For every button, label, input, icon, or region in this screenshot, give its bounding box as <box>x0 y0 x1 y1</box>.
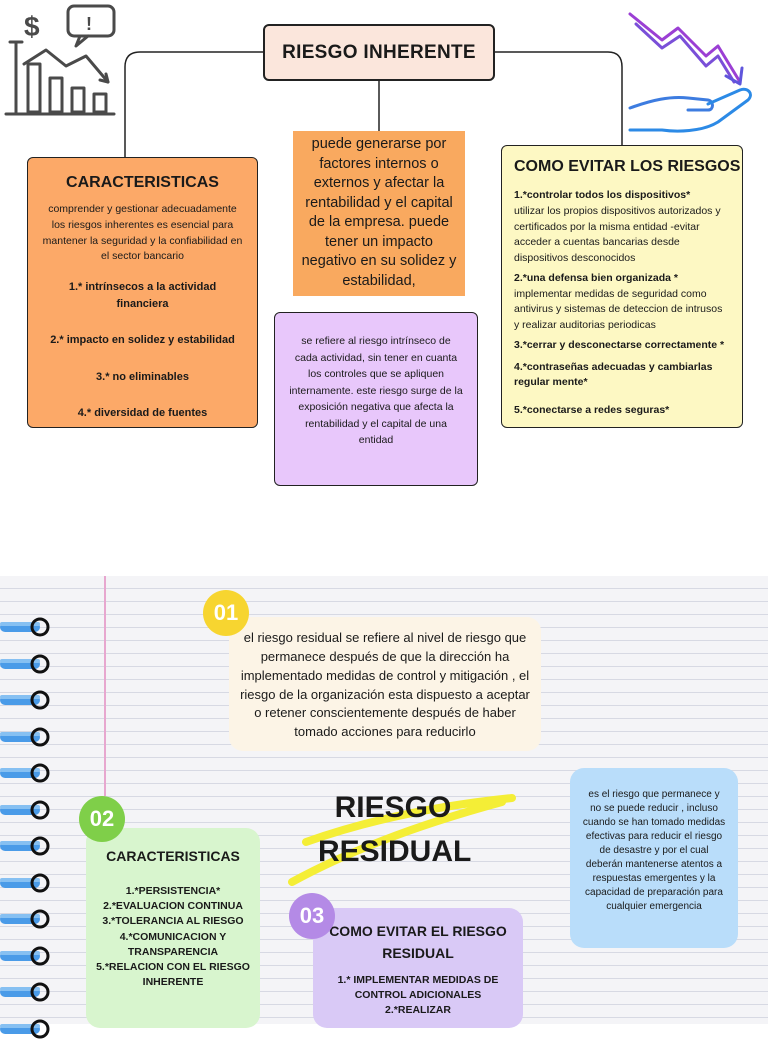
spiral-ring-icon <box>0 945 52 967</box>
step-item <box>514 338 730 354</box>
spiral-ring-icon <box>0 726 52 748</box>
step-body: utilizar los propios dispositivos autorizados y certificados por la misma entidad -evitar acceder a cuentas bancarias desde dispositivos desconocidos <box>514 204 721 264</box>
caracteristica-item: 4.* diversidad de fuentes <box>77 407 208 419</box>
residual-caracteristica-item: 1.*PERSISTENCIA* <box>125 885 221 897</box>
spiral-ring-icon <box>0 616 52 638</box>
spiral-ring-icon <box>0 653 52 675</box>
svg-text:!: ! <box>86 14 92 34</box>
step-item <box>514 271 730 334</box>
factores-card: puede generarse por factores internos o externos y afectar la rentabilidad y el capital de la empresa. puede tener un impacto negativo en su solidez y estabilidad, <box>293 131 465 296</box>
badge-03: 03 <box>289 893 335 939</box>
badge-01: 01 <box>203 590 249 636</box>
residual-como-evitar-card <box>313 908 523 1028</box>
title-line-1: RIESGO <box>334 791 452 824</box>
residual-caracteristica-item: 3.*TOLERANCIA AL RIESGO <box>102 915 244 928</box>
step-body: implementar medidas de seguridad como antivirus y sistemas de deteccion de intrusos y realizar auditorias periodicas <box>514 287 723 331</box>
spiral-ring-icon <box>0 908 52 930</box>
finance-chart-icon <box>2 2 120 118</box>
residual-caracteristica-item: 2.*EVALUACION CONTINUA <box>103 900 243 913</box>
notebook-margin-line <box>104 576 106 796</box>
step-item <box>514 188 730 267</box>
residual-caracteristicas-card <box>86 828 260 1028</box>
badge-02: 02 <box>79 796 125 842</box>
spiral-ring-icon <box>0 689 52 711</box>
residual-definition: el riesgo residual se refiere al nivel de riesgo que permanece después de que la dirección ha implementado medidas de control y mitigación , el riesgo de la organización esta dispuesto a aceptar o retener conscientemente después de haber tomado acciones para reducirlo <box>229 617 541 751</box>
como-evitar-card <box>501 145 743 428</box>
spiral-ring-icon <box>0 872 52 894</box>
residual-como-evitar-item: 1.* IMPLEMENTAR MEDIDAS DE CONTROL ADICIONALES <box>337 973 499 1001</box>
title-riesgo-inherente: RIESGO INHERENTE <box>263 24 495 81</box>
caracteristicas-card <box>27 157 258 428</box>
caracteristicas-intro: comprender y gestionar adecuadamente los riesgos inherentes es esencial para mantener la seguridad y la confiabilidad en el sector bancario <box>42 203 243 263</box>
spiral-ring-icon <box>0 799 52 821</box>
step-item <box>514 360 730 392</box>
step-title: 2.*una defensa bien organizada * <box>514 271 678 284</box>
caracteristica-item: 1.* intrínsecos a la actividad financiera <box>68 281 217 310</box>
spiral-ring-icon <box>0 835 52 857</box>
step-title: 3.*cerrar y desconectarse correctamente * <box>514 338 725 351</box>
caracteristica-item: 3.* no eliminables <box>96 370 189 383</box>
svg-text:$: $ <box>24 11 40 42</box>
caracteristicas-heading: CARACTERISTICAS <box>66 174 219 191</box>
residual-como-evitar-heading: COMO EVITAR EL RIESGO RESIDUAL <box>329 923 507 962</box>
step-title: 4.*contraseñas adecuadas y cambiarlas regular mente* <box>514 360 713 389</box>
residual-caracteristica-item: 4.*COMUNICACION Y TRANSPARENCIA <box>119 930 227 958</box>
residual-caracteristica-item: 5.*RELACION CON EL RIESGO INHERENTE <box>96 961 250 989</box>
riesgo-residual-title <box>318 786 472 873</box>
residual-como-evitar-item: 2.*REALIZAR <box>385 1004 451 1017</box>
spiral-ring-icon <box>0 1018 52 1040</box>
step-title: 5.*conectarse a redes seguras* <box>514 404 670 416</box>
caracteristica-item: 2.* impacto en solidez y estabilidad <box>50 334 235 346</box>
step-title: 1.*controlar todos los dispositivos* <box>514 189 691 201</box>
hand-falling-arrow-icon <box>622 4 762 140</box>
spiral-ring-icon <box>0 762 52 784</box>
definicion-card: se refiere al riesgo intrínseco de cada actividad, sin tener en cuanta los controles que se apliquen internamente. este riesgo surge de la exposición negativa que afecta la rentabilidad y el capital de una entidad <box>274 312 478 486</box>
residual-caracteristicas-heading: CARACTERISTICAS <box>106 848 240 864</box>
spiral-ring-icon <box>0 981 52 1003</box>
title-line-2: RESIDUAL <box>318 834 472 868</box>
step-item <box>514 403 730 419</box>
residual-side-note: es el riesgo que permanece y no se puede reducir , incluso cuando se han tomado medidas efectivas para reducir el riesgo de desastre y por el cual deberán mantenerse atentos a respuestas emergentes y la capacidad de preparación para cualquier emergencia <box>570 768 738 948</box>
como-evitar-heading: COMO EVITAR LOS RIESGOS <box>514 158 741 175</box>
